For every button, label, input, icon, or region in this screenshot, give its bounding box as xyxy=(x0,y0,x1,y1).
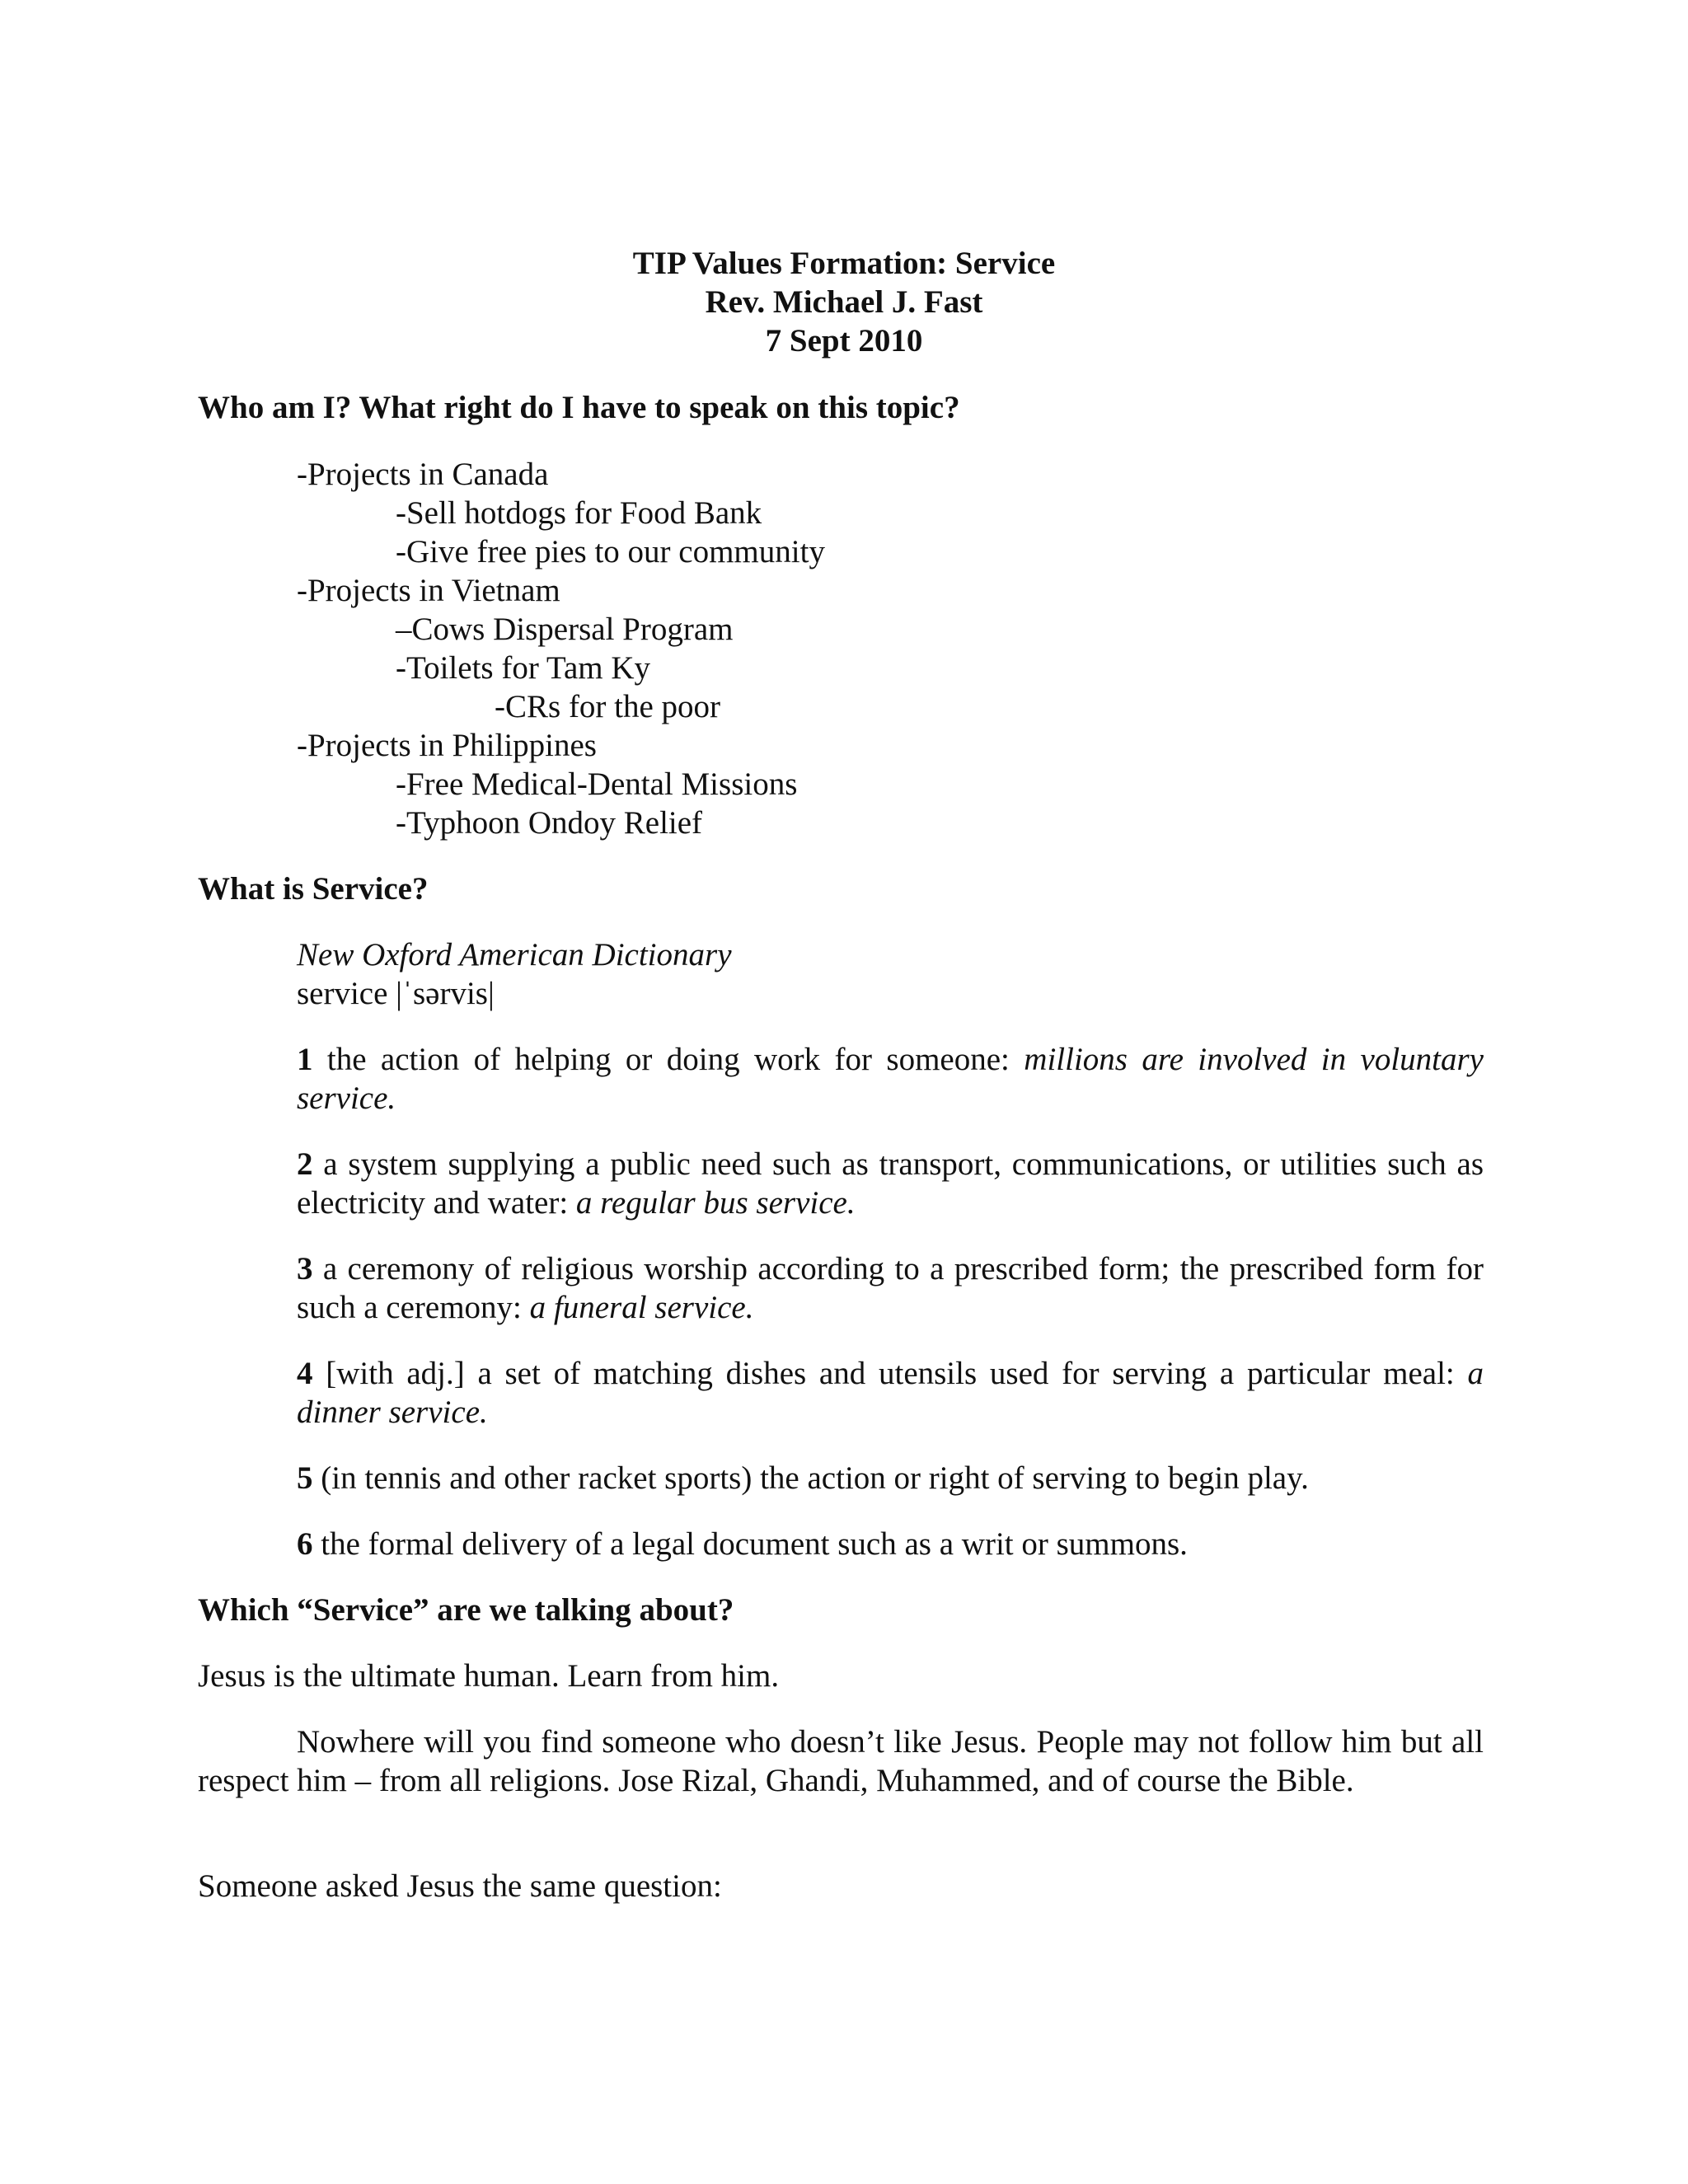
definition-number: 6 xyxy=(297,1526,313,1562)
definition-4 xyxy=(297,1354,1484,1432)
document-title: TIP Values Formation: Service xyxy=(632,246,1056,281)
definition-number: 4 xyxy=(297,1356,313,1391)
list-item: -Free Medical-Dental Missions xyxy=(396,766,798,802)
definition-3 xyxy=(297,1249,1484,1327)
definition-text: a system supplying a public need such as transport, communications, or utilities such as electricity and water: xyxy=(297,1146,1484,1221)
list-item: -Sell hotdogs for Food Bank xyxy=(396,495,762,531)
definition-5 xyxy=(297,1459,1484,1497)
list-item: -Toilets for Tam Ky xyxy=(396,650,651,686)
list-item: -Typhoon Ondoy Relief xyxy=(396,805,703,841)
dictionary-source: New Oxford American Dictionary xyxy=(297,937,732,972)
section-heading-who-am-i: Who am I? What right do I have to speak on this topic? xyxy=(198,390,960,425)
section-heading-which-service: Which “Service” are we talking about? xyxy=(198,1592,734,1628)
paragraph: Jesus is the ultimate human. Learn from him. xyxy=(198,1658,780,1694)
dictionary-entry: service |ˈsərvis| xyxy=(297,976,495,1011)
definition-text: the action of helping or doing work for someone: xyxy=(312,1042,1025,1077)
definition-example: a funeral service. xyxy=(529,1290,754,1325)
definition-number: 2 xyxy=(297,1146,313,1182)
definition-2 xyxy=(297,1145,1484,1222)
list-item: -Projects in Philippines xyxy=(297,728,597,763)
document-date: 7 Sept 2010 xyxy=(765,323,923,359)
list-item: -CRs for the poor xyxy=(495,689,721,724)
list-item: -Projects in Canada xyxy=(297,457,549,492)
definition-example: a regular bus service. xyxy=(575,1185,856,1221)
definition-1 xyxy=(297,1040,1484,1118)
definition-6 xyxy=(297,1525,1484,1563)
section-heading-what-is-service: What is Service? xyxy=(198,871,429,907)
definition-text: a ceremony of religious worship according to a prescribed form; the prescribed form for such a ceremony: xyxy=(297,1251,1484,1325)
definition-text: [with adj.] a set of matching dishes and utensils used for serving a particular meal: xyxy=(312,1356,1468,1391)
paragraph: Someone asked Jesus the same question: xyxy=(198,1868,722,1904)
list-item: -Give free pies to our community xyxy=(396,534,825,569)
definition-number: 3 xyxy=(297,1251,313,1286)
definition-text: the formal delivery of a legal document such as a writ or summons. xyxy=(312,1526,1188,1562)
list-item: –Cows Dispersal Program xyxy=(396,612,734,647)
definition-text: (in tennis and other racket sports) the action or right of serving to begin play. xyxy=(312,1460,1309,1496)
definition-example: a dinner service. xyxy=(297,1356,1484,1430)
paragraph: Nowhere will you find someone who doesn’t like Jesus. People may not follow him but all respect him – from all religions. Jose Rizal, Ghandi, Muhammed, and of course the Bible. xyxy=(198,1724,1484,1798)
document-author: Rev. Michael J. Fast xyxy=(705,284,983,320)
definition-number: 1 xyxy=(297,1042,313,1077)
definition-number: 5 xyxy=(297,1460,313,1496)
list-item: -Projects in Vietnam xyxy=(297,573,560,608)
definition-example: millions are involved in voluntary service. xyxy=(297,1042,1484,1116)
